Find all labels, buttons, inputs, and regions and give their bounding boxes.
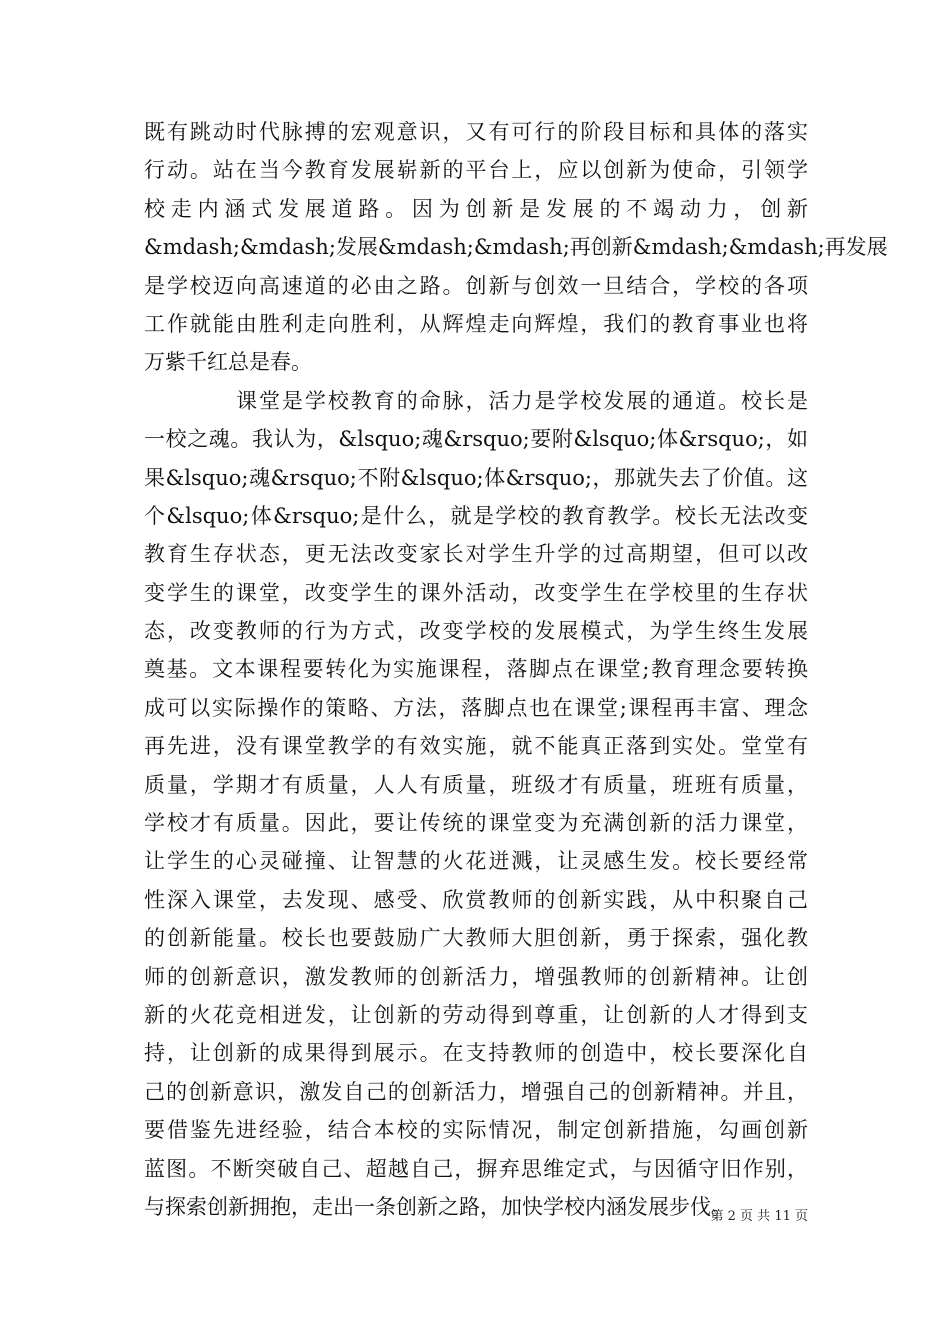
text-line: 校走内涵式发展道路。因为创新是发展的不竭动力，创新 [144,196,808,221]
text-line: 蓝图。不断突破自己、超越自己，摒弃思维定式，与因循守旧作别， [144,1156,808,1181]
text-line: 果&lsquo;魂&rsquo;不附&lsquo;体&rsquo;，那就失去了价值。这 [144,465,808,490]
text-line: 一校之魂。我认为，&lsquo;魂&rsquo;要附&lsquo;体&rsquo;，如 [144,427,808,452]
text-line: 新的火花竞相迸发，让创新的劳动得到尊重，让创新的人才得到支 [144,1002,808,1027]
text-line: 是学校迈向高速道的必由之路。创新与创效一旦结合，学校的各项 [144,273,808,298]
page-number: 第 2 页 共 11 页 [710,1209,808,1224]
text-line: 成可以实际操作的策略、方法，落脚点也在课堂;课程再丰富、理念 [144,695,808,720]
text-line: 持，让创新的成果得到展示。在支持教师的创造中，校长要深化自 [144,1041,808,1066]
text-line: 再先进，没有课堂教学的有效实施，就不能真正落到实处。堂堂有 [144,734,808,759]
text-line: 与探索创新拥抱，走出一条创新之路，加快学校内涵发展步伐。 [144,1194,732,1219]
text-line: 课堂是学校教育的命脉，活力是学校发展的通道。校长是 [236,388,808,413]
text-line: 奠基。文本课程要转化为实施课程，落脚点在课堂;教育理念要转换 [144,657,808,682]
text-line: 既有跳动时代脉搏的宏观意识，又有可行的阶段目标和具体的落实 [144,120,808,144]
text-line: 个&lsquo;体&rsquo;是什么，就是学校的教育教学。校长无法改变 [144,503,808,528]
text-line: 性深入课堂，去发现、感受、欣赏教师的创新实践，从中积聚自己 [144,887,808,912]
body-text [144,113,888,1226]
text-line: 行动。站在当今教育发展崭新的平台上，应以创新为使命，引领学 [144,158,808,183]
text-line: 的创新能量。校长也要鼓励广大教师大胆创新，勇于探索，强化教 [144,926,808,951]
text-line: 万紫千红总是春。 [144,350,312,375]
text-line: 教育生存状态，更无法改变家长对学生升学的过高期望，但可以改 [144,542,808,567]
text-line: 质量，学期才有质量，人人有质量，班级才有质量，班班有质量， [144,772,808,797]
text-line: 让学生的心灵碰撞、让智慧的火花迸溅，让灵感生发。校长要经常 [144,849,808,874]
text-line: 工作就能由胜利走向胜利，从辉煌走向辉煌，我们的教育事业也将 [144,311,808,336]
text-line: 要借鉴先进经验，结合本校的实际情况，制定创新措施，勾画创新 [144,1118,808,1143]
text-line: 师的创新意识，激发教师的创新活力，增强教师的创新精神。让创 [144,964,808,989]
text-line: 态，改变教师的行为方式，改变学校的发展模式，为学生终生发展 [144,619,808,644]
text-line: &mdash;&mdash;发展&mdash;&mdash;再创新&mdash;&mdash;再发展 [144,235,888,260]
text-line: 己的创新意识，激发自己的创新活力，增强自己的创新精神。并且， [144,1079,808,1104]
text-line: 变学生的课堂，改变学生的课外活动，改变学生在学校里的生存状 [144,580,808,605]
text-line: 学校才有质量。因此，要让传统的课堂变为充满创新的活力课堂， [144,811,808,836]
